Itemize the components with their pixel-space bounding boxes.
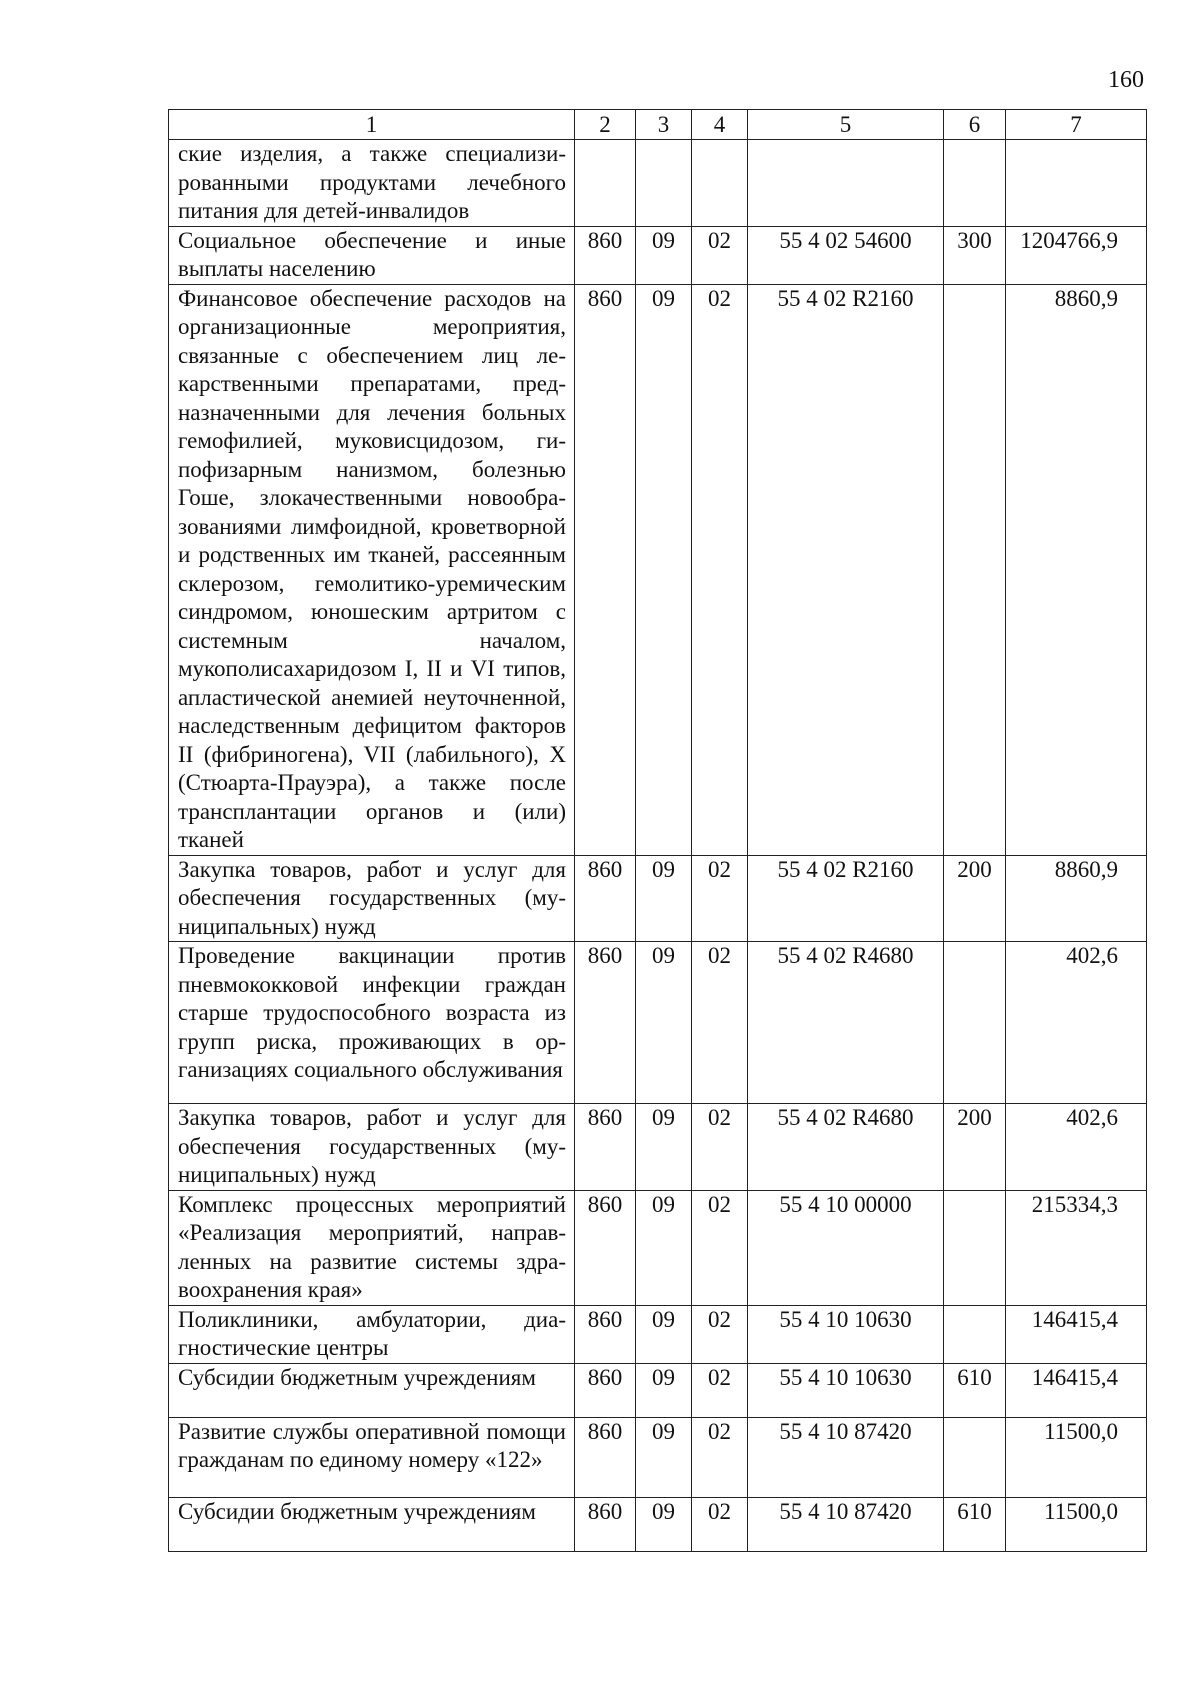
- cell-code-ministry: 860: [575, 855, 636, 942]
- table-row: [169, 1363, 1147, 1417]
- cell-amount: 8860,9: [1006, 284, 1147, 855]
- cell-code-subsection: 02: [692, 1104, 748, 1191]
- cell-code-ministry: 860: [575, 1497, 636, 1551]
- cell-target-article: 55 4 10 87420: [748, 1497, 944, 1551]
- cell-expense-type: 610: [944, 1497, 1006, 1551]
- table-row: [169, 140, 1147, 227]
- table-row: [169, 1190, 1147, 1305]
- cell-expense-type: [944, 1305, 1006, 1363]
- row-description: Субсидии бюджетным учреждениям: [169, 1363, 575, 1417]
- cell-expense-type: 300: [944, 226, 1006, 284]
- cell-code-section: [636, 140, 692, 227]
- cell-code-section: 09: [636, 284, 692, 855]
- cell-expense-type: [944, 1417, 1006, 1497]
- cell-code-ministry: [575, 140, 636, 227]
- table-row: [169, 284, 1147, 855]
- table-row: [169, 1497, 1147, 1551]
- cell-code-subsection: 02: [692, 226, 748, 284]
- cell-target-article: 55 4 02 R2160: [748, 855, 944, 942]
- cell-amount: 8860,9: [1006, 855, 1147, 942]
- cell-code-subsection: 02: [692, 942, 748, 1104]
- cell-code-subsection: 02: [692, 1363, 748, 1417]
- cell-code-ministry: 860: [575, 1417, 636, 1497]
- cell-code-ministry: 860: [575, 1363, 636, 1417]
- cell-amount: 1204766,9: [1006, 226, 1147, 284]
- cell-code-ministry: 860: [575, 284, 636, 855]
- cell-target-article: 55 4 10 10630: [748, 1363, 944, 1417]
- column-header: 5: [748, 110, 944, 140]
- cell-code-subsection: 02: [692, 1497, 748, 1551]
- row-description: ские изделия, а также специализированными продуктами лечебного питания для детей-инвалидов: [169, 140, 575, 227]
- cell-code-ministry: 860: [575, 1104, 636, 1191]
- column-header: 6: [944, 110, 1006, 140]
- table-row: [169, 942, 1147, 1104]
- cell-code-section: 09: [636, 1363, 692, 1417]
- column-header: 1: [169, 110, 575, 140]
- cell-amount: 215334,3: [1006, 1190, 1147, 1305]
- table-row: [169, 1104, 1147, 1191]
- cell-code-section: 09: [636, 1417, 692, 1497]
- row-description: Проведение вакцинации против пневмококковой инфекции граждан старше трудоспособного возраста из групп риска, проживающих в организациях социального обслуживания: [169, 942, 575, 1104]
- cell-code-subsection: 02: [692, 1417, 748, 1497]
- column-header: 4: [692, 110, 748, 140]
- row-description: Закупка товаров, работ и услуг для обеспечения государственных (муниципальных) нужд: [169, 1104, 575, 1191]
- cell-target-article: 55 4 02 R2160: [748, 284, 944, 855]
- cell-code-subsection: 02: [692, 1305, 748, 1363]
- cell-code-subsection: [692, 140, 748, 227]
- table-row: [169, 855, 1147, 942]
- row-description: Финансовое обеспечение расходов на организационные мероприятия, связанные с обеспечением лиц лекарственными препаратами, предназначенными для лечения больных гемофилией, муковисцидозом, гипофизарным нанизмом, болезнью Гоше, злокачественными новообразованиями лимфоидной, кроветворной и родственных им тканей, рассеянным склерозом, гемолитико-уремическим синдромом, юношеским артритом с системным началом, мукополисахаридозом I, II и VI типов, апластической анемией неуточненной, наследственным дефицитом факторов II (фибриногена), VII (лабильного), X (Стюарта-Прауэра), а также после трансплантации органов и (или) тканей: [169, 284, 575, 855]
- column-header: 2: [575, 110, 636, 140]
- header-row: [169, 110, 1147, 140]
- column-header: 3: [636, 110, 692, 140]
- cell-code-section: 09: [636, 226, 692, 284]
- cell-amount: [1006, 140, 1147, 227]
- cell-expense-type: [944, 284, 1006, 855]
- row-description: Комплекс процессных мероприятий «Реализация мероприятий, направленных на развитие системы здравоохранения края»: [169, 1190, 575, 1305]
- cell-target-article: 55 4 02 R4680: [748, 942, 944, 1104]
- table-row: [169, 226, 1147, 284]
- table-row: [169, 1305, 1147, 1363]
- row-description: Поликлиники, амбулатории, диагностические центры: [169, 1305, 575, 1363]
- cell-expense-type: [944, 942, 1006, 1104]
- table-row: [169, 1417, 1147, 1497]
- cell-code-subsection: 02: [692, 855, 748, 942]
- cell-expense-type: 200: [944, 855, 1006, 942]
- column-header: 7: [1006, 110, 1147, 140]
- cell-code-ministry: 860: [575, 1190, 636, 1305]
- row-description: Субсидии бюджетным учреждениям: [169, 1497, 575, 1551]
- cell-target-article: 55 4 10 87420: [748, 1417, 944, 1497]
- cell-code-section: 09: [636, 1190, 692, 1305]
- cell-expense-type: 610: [944, 1363, 1006, 1417]
- cell-code-section: 09: [636, 942, 692, 1104]
- cell-target-article: 55 4 02 R4680: [748, 1104, 944, 1191]
- cell-amount: 11500,0: [1006, 1417, 1147, 1497]
- cell-amount: 146415,4: [1006, 1363, 1147, 1417]
- cell-amount: 146415,4: [1006, 1305, 1147, 1363]
- cell-amount: 402,6: [1006, 1104, 1147, 1191]
- cell-expense-type: 200: [944, 1104, 1006, 1191]
- cell-amount: 402,6: [1006, 942, 1147, 1104]
- page-number: 160: [1108, 67, 1144, 93]
- row-description: Социальное обеспечение и иные выплаты населению: [169, 226, 575, 284]
- budget-table: [168, 109, 1147, 1552]
- cell-target-article: 55 4 10 00000: [748, 1190, 944, 1305]
- cell-code-ministry: 860: [575, 942, 636, 1104]
- cell-code-section: 09: [636, 855, 692, 942]
- cell-code-ministry: 860: [575, 226, 636, 284]
- cell-expense-type: [944, 1190, 1006, 1305]
- cell-expense-type: [944, 140, 1006, 227]
- cell-code-subsection: 02: [692, 1190, 748, 1305]
- cell-code-section: 09: [636, 1497, 692, 1551]
- row-description: Закупка товаров, работ и услуг для обеспечения государственных (муниципальных) нужд: [169, 855, 575, 942]
- cell-target-article: 55 4 02 54600: [748, 226, 944, 284]
- cell-code-ministry: 860: [575, 1305, 636, 1363]
- cell-target-article: 55 4 10 10630: [748, 1305, 944, 1363]
- cell-amount: 11500,0: [1006, 1497, 1147, 1551]
- cell-code-section: 09: [636, 1104, 692, 1191]
- cell-code-subsection: 02: [692, 284, 748, 855]
- cell-target-article: [748, 140, 944, 227]
- row-description: Развитие службы оперативной помощи гражданам по единому номеру «122»: [169, 1417, 575, 1497]
- cell-code-section: 09: [636, 1305, 692, 1363]
